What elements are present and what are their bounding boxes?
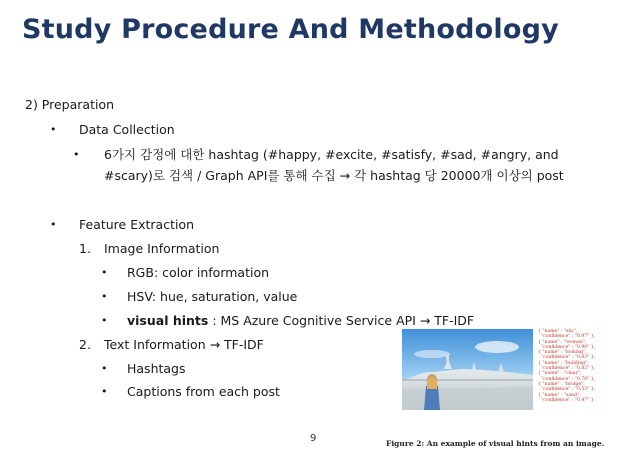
- bullet-icon: •: [101, 385, 108, 398]
- bullet-icon: •: [101, 314, 108, 327]
- data-collection-label: Data Collection: [79, 122, 175, 137]
- data-collection-detail-line1: 6가지 감정에 대한 hashtag (#happy, #excite, #satisfy, #sad, #angry, and: [104, 147, 559, 162]
- image-information-label: Image Information: [104, 241, 220, 256]
- visual-hints-json: { "name" : "sky", "confidence" : "0.97" }, { "name" : "woman", "confidence" : "0.90" }, { "name" : "looking", "confidence" : "0.83" }, { "name" : "building", "confidence" : "0.82" }, { "name" : "clear", "confidence" : "0.76" }, { "name" : "bridge", "confidence" : "0.53" }, { "name" : "sand", "confidence" : "0.47" }: [538, 329, 596, 403]
- bullet-icon: •: [101, 290, 108, 303]
- bullet-icon: •: [101, 266, 108, 279]
- text-information-label: Text Information → TF-IDF: [104, 337, 264, 352]
- bullet-icon: •: [50, 123, 57, 136]
- hsv-item: HSV: hue, saturation, value: [127, 289, 298, 304]
- page-number: 9: [310, 433, 317, 444]
- feature-extraction-label: Feature Extraction: [79, 217, 195, 232]
- section-heading: 2) Preparation: [25, 97, 115, 112]
- example-photo: [402, 329, 533, 410]
- data-collection-detail-line2: #scary)로 검색 / Graph API를 통해 수집 → 각 hashtag 당 20000개 이상의 post: [104, 168, 564, 183]
- bullet-icon: •: [101, 362, 108, 375]
- figure-caption: Figure 2: An example of visual hints from an image.: [386, 439, 605, 448]
- list-number: 2.: [79, 337, 91, 352]
- bullet-icon: •: [50, 218, 57, 231]
- example-photo-art: [402, 329, 533, 410]
- captions-item: Captions from each post: [127, 384, 280, 399]
- visual-hints-rest: : MS Azure Cognitive Service API → TF-IDF: [208, 313, 475, 328]
- visual-hints-item: [127, 313, 474, 328]
- bullet-icon: •: [73, 148, 80, 161]
- hashtags-item: Hashtags: [127, 361, 186, 376]
- list-number: 1.: [79, 241, 91, 256]
- slide-title: Study Procedure And Methodology: [22, 14, 559, 45]
- rgb-item: RGB: color information: [127, 265, 270, 280]
- visual-hints-bold: visual hints: [127, 313, 209, 328]
